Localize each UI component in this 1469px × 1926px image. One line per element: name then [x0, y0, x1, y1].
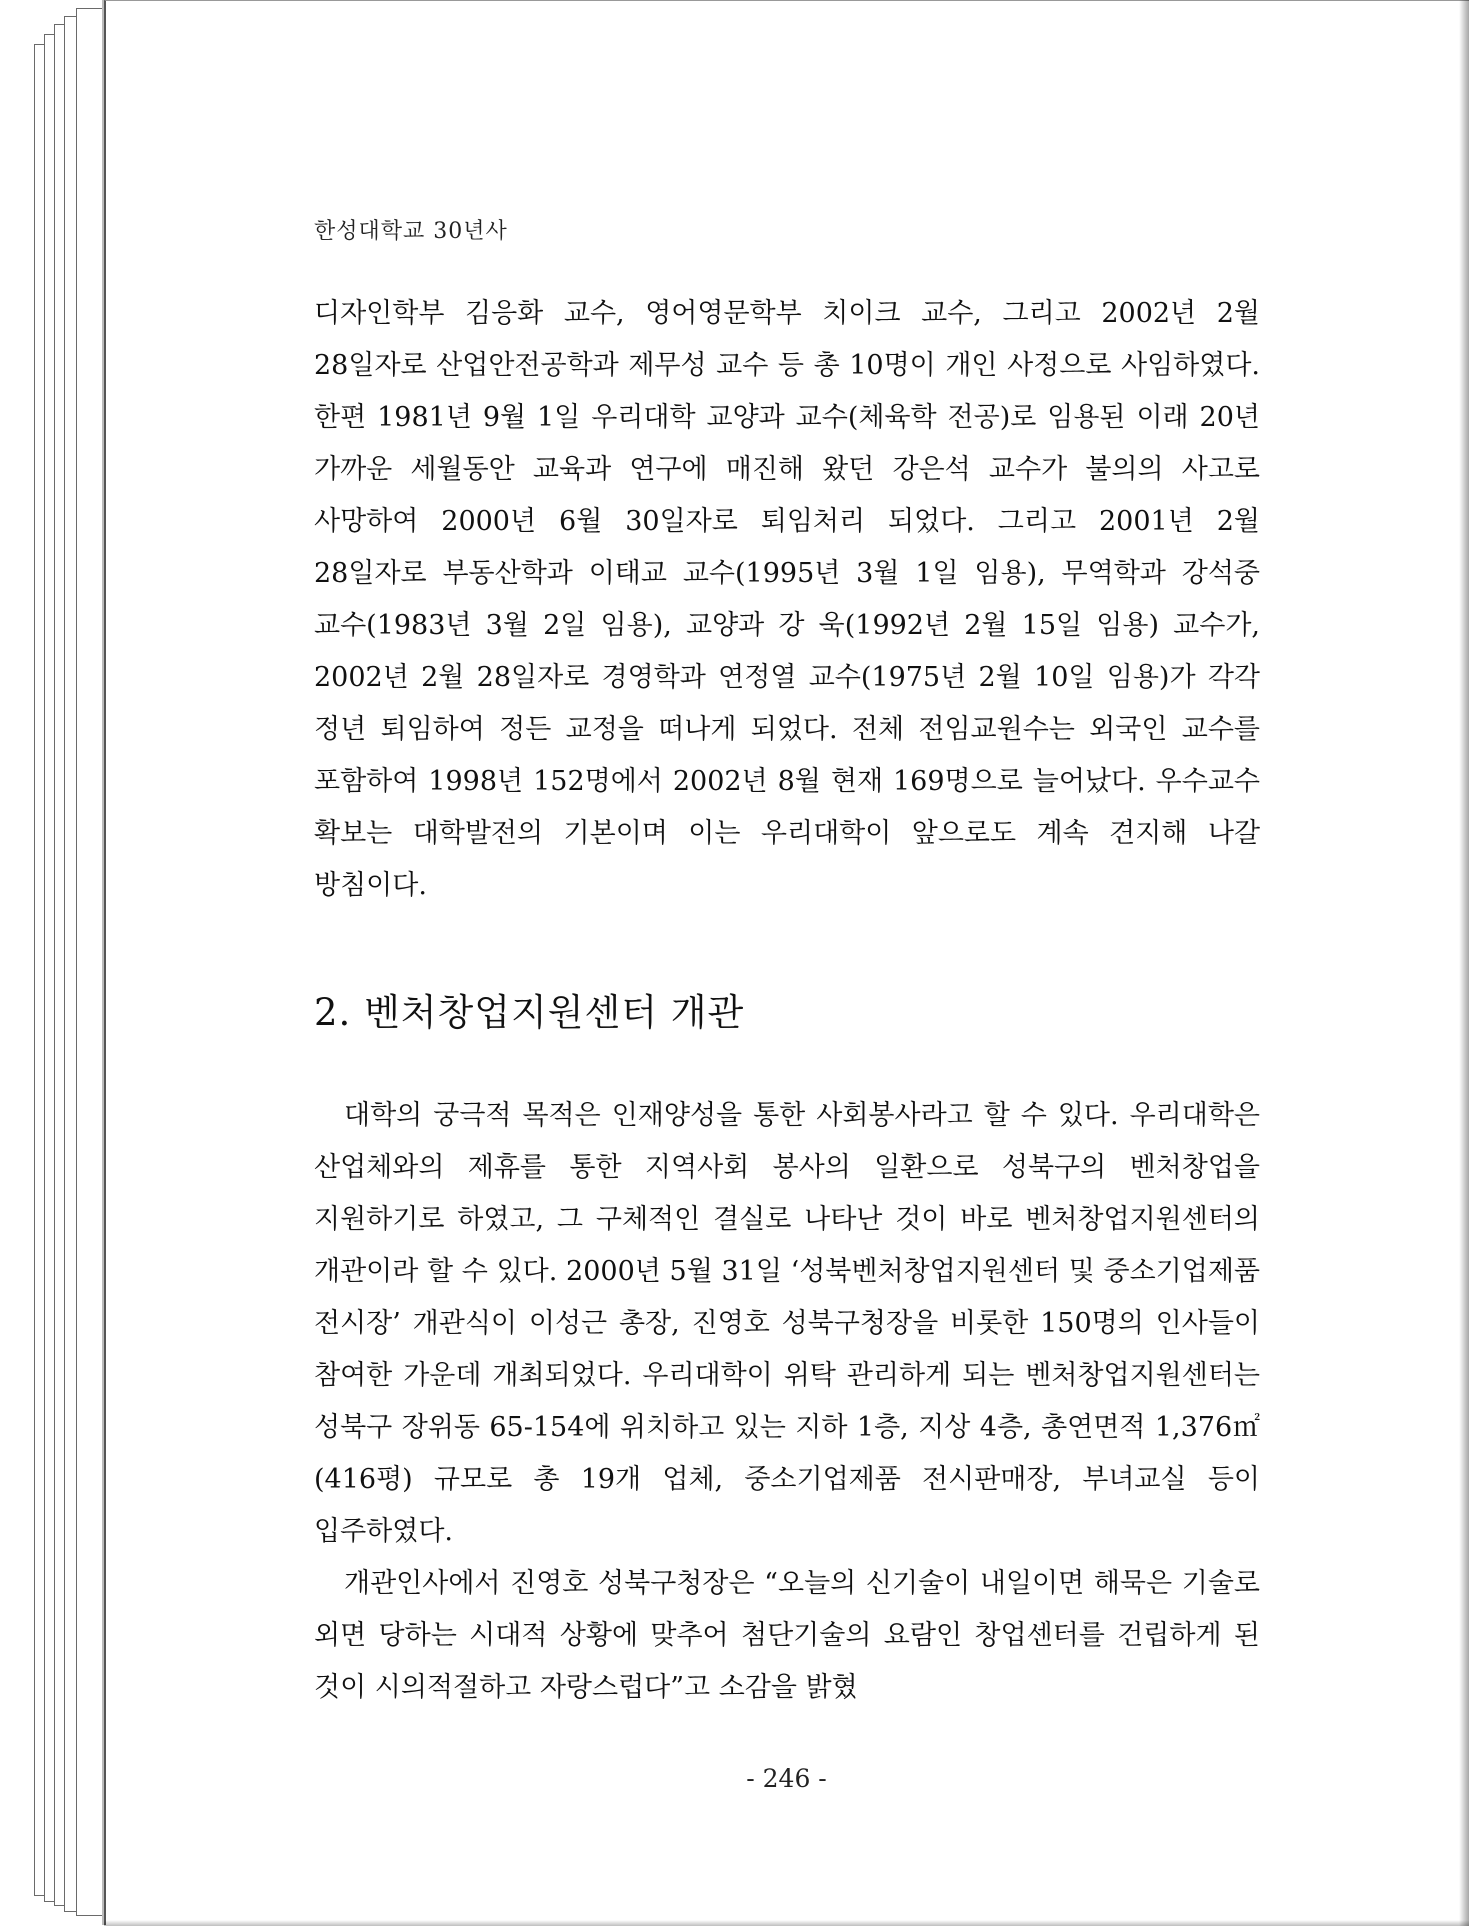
- paragraph: 대학의 궁극적 목적은 인재양성을 통한 사회봉사라고 할 수 있다. 우리대학은 산업체와의 제휴를 통한 지역사회 봉사의 일환으로 성북구의 벤처창업을 지원하기로 하였고, 그 구체적인 결실로 나타난 것이 바로 벤처창업지원센터의 개관이라 할 수 있다. 2000년 5월 31일 ‘성북벤처창업지원센터 및 중소기업제품 전시장’ 개관식이 이성근 총장, 진영호 성북구청장을 비롯한 150명의 인사들이 참여한 가운데 개최되었다. 우리대학이 위탁 관리하게 되는 벤처창업지원센터는 성북구 장위동 65-154에 위치하고 있는 지하 1층, 지상 4층, 총연면적 1,376㎡(416평) 규모로 총 19개 업체, 중소기업제품 전시판매장, 부녀교실 등이 입주하였다.: [314, 1100, 1260, 1547]
- paragraph: 디자인학부 김응화 교수, 영어영문학부 치이크 교수, 그리고 2002년 2월 28일자로 산업안전공학과 제무성 교수 등 총 10명이 개인 사정으로 사임하였다. 한편 1981년 9월 1일 우리대학 교양과 교수(체육학 전공)로 임용된 이래 20년 가까운 세월동안 교육과 연구에 매진해 왔던 강은석 교수가 불의의 사고로 사망하여 2000년 6월 30일자로 퇴임처리 되었다. 그리고 2001년 2월 28일자로 부동산학과 이태교 교수(1995년 3월 1일 임용), 무역학과 강석중 교수(1983년 3월 2일 임용), 교양과 강 욱(1992년 2월 15일 임용) 교수가, 2002년 2월 28일자로 경영학과 연정열 교수(1975년 2월 10일 임용)가 각각 정년 퇴임하여 정든 교정을 떠나게 되었다. 전체 전임교원수는 외국인 교수를 포함하여 1998년 152명에서 2002년 8월 현재 169명으로 늘어났다. 우수교수 확보는 대학발전의 기본이며 이는 우리대학이 앞으로도 계속 견지해 나갈 방침이다.: [314, 298, 1260, 901]
- page-number: - 246 -: [746, 1764, 827, 1793]
- body-text-block: [314, 1090, 1260, 1714]
- body-text-block: [314, 288, 1260, 912]
- section-heading: 2. 벤처창업지원센터 개관: [314, 991, 745, 1034]
- running-head: 한성대학교 30년사: [314, 219, 508, 244]
- paragraph: 개관인사에서 진영호 성북구청장은 “오늘의 신기술이 내일이면 해묵은 기술로 외면 당하는 시대적 상황에 맞추어 첨단기술의 요람인 창업센터를 건립하게 된 것이 시의적절하고 자랑스럽다”고 소감을 밝혔: [314, 1568, 1260, 1703]
- page-shadow: [104, 1920, 1469, 1926]
- page-shadow: [1459, 0, 1469, 1926]
